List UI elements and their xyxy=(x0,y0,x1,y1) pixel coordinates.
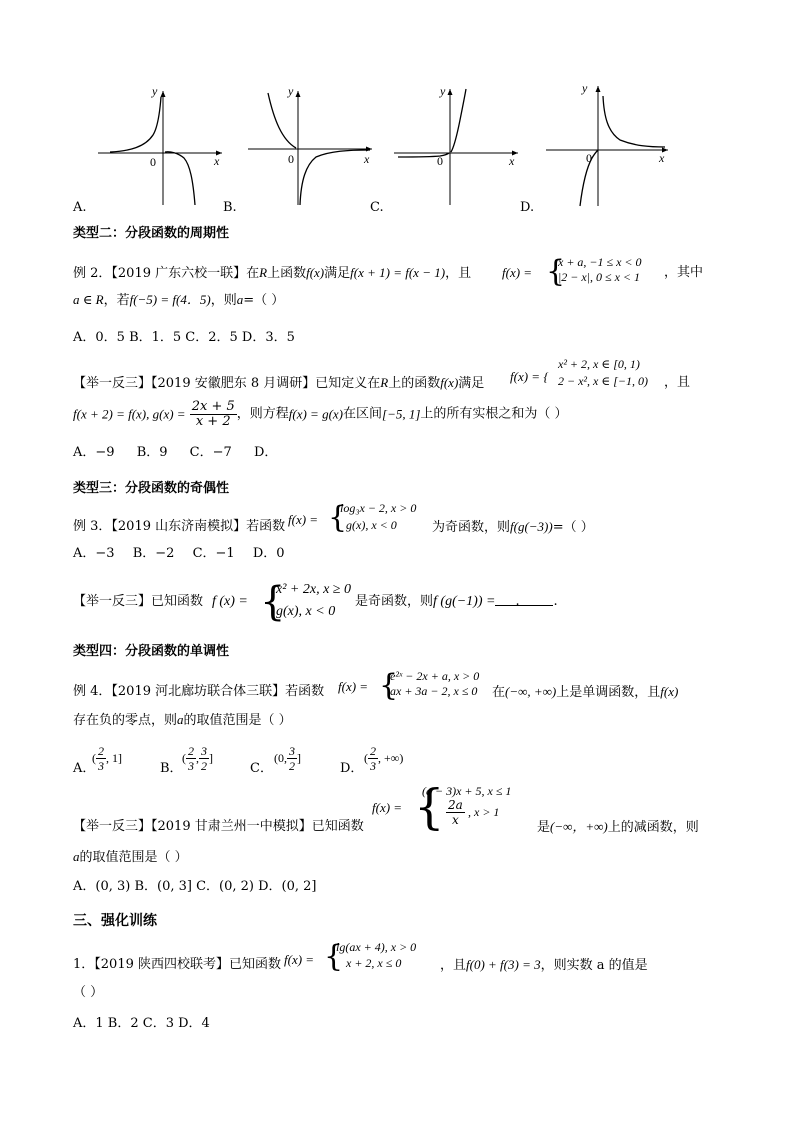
followup4-line2 xyxy=(73,848,188,867)
math: f(g(−3)) xyxy=(510,519,553,534)
text: 上的函数 xyxy=(388,376,441,391)
bracket: ] xyxy=(209,751,213,765)
example3-tail xyxy=(432,518,594,537)
y-axis-arrow xyxy=(161,91,166,97)
example3-source: 例 3．【2019 山东济南模拟】若函数 xyxy=(73,519,286,534)
curve-right-branch xyxy=(603,96,665,147)
option-b-value xyxy=(182,744,213,773)
paren: ( xyxy=(364,751,368,765)
math-fdef: f(x) = xyxy=(338,679,369,694)
fraction-g xyxy=(190,400,237,429)
case-1: e²ˣ − 2x + a, x > 0 xyxy=(390,669,480,683)
example4-line2 xyxy=(73,711,292,730)
graph-b xyxy=(240,85,380,210)
text: 上函数 xyxy=(267,266,307,281)
paren: ( xyxy=(182,751,186,765)
option-b: B．9 xyxy=(136,445,168,460)
option-a: A．−3 xyxy=(73,546,115,561)
text: 的取值范围是（ ） xyxy=(183,713,292,728)
text: 在 xyxy=(492,685,506,700)
case-2-fraction xyxy=(446,798,465,827)
q1-options: A．1 B．2 C．3 D．4 xyxy=(73,1016,210,1031)
y-axis-arrow xyxy=(596,86,601,92)
q1-answer-paren: （ ） xyxy=(73,985,104,1000)
option-c-value xyxy=(274,744,301,773)
brace-icon: { xyxy=(328,500,348,535)
case-2: 2 − x², x ∈ [−1, 0) xyxy=(558,374,648,388)
origin-label: 0 xyxy=(437,154,443,168)
math-fx: f(x) xyxy=(306,265,325,280)
option-c-label: C. xyxy=(370,200,384,215)
comma: , xyxy=(196,751,199,765)
numerator: 3 xyxy=(289,744,295,758)
brace-icon: { xyxy=(546,254,566,289)
math-R: R xyxy=(259,265,268,280)
followup2-options xyxy=(73,444,277,462)
case-2: g(x), x < 0 xyxy=(346,518,397,532)
origin-label: 0 xyxy=(150,155,156,169)
followup4-source: 【举一反三】【2019 甘肃兰州一中模拟】已知函数 xyxy=(73,819,364,834)
math-fdef: f(x) = { xyxy=(510,369,549,384)
math: (−∞，+∞) xyxy=(550,819,608,834)
option-d-value xyxy=(364,744,403,773)
case-1: x² + 2x, x ≥ 0 xyxy=(276,582,351,597)
numerator: 2 xyxy=(370,744,376,758)
y-axis-arrow xyxy=(296,91,301,97)
y-label: y xyxy=(582,82,588,95)
brace-icon: { xyxy=(324,939,344,974)
brace-icon: { xyxy=(260,579,286,625)
text: (0, xyxy=(274,751,287,765)
brace-icon: { xyxy=(414,779,445,835)
text: ，则方程 xyxy=(236,406,289,422)
option-c-label: C． xyxy=(250,761,273,776)
option-d-label: D. xyxy=(520,200,535,215)
case-2: g(x), x < 0 xyxy=(276,604,336,619)
text: ，且 xyxy=(445,266,472,281)
math: (−∞, +∞) xyxy=(505,684,557,699)
math: a xyxy=(177,712,184,727)
text: 上是单调函数，且 xyxy=(556,685,661,700)
option-b-label: B． xyxy=(160,761,183,776)
case-2: ax + 3a − 2, x ≤ 0 xyxy=(390,684,478,698)
graph-d xyxy=(540,82,680,210)
text: 满足 xyxy=(458,376,485,391)
y-label: y xyxy=(152,85,158,98)
option-d: D．0 xyxy=(252,546,285,561)
example2-line2 xyxy=(73,291,284,310)
case-2-cond: , x > 1 xyxy=(468,805,500,819)
numerator: 2 xyxy=(98,744,104,758)
text: , 1] xyxy=(106,751,122,765)
math: f (g(−1)) = xyxy=(433,594,496,609)
math: f(−5) = f(4．5) xyxy=(129,292,211,307)
text: 的取值范围是（ ） xyxy=(79,850,188,865)
example2-line1 xyxy=(73,264,471,283)
math: [−5, 1] xyxy=(382,406,421,422)
fraction xyxy=(287,744,297,773)
option-a-label: A. xyxy=(73,200,87,215)
case-2: x + 2, x ≤ 0 xyxy=(346,956,402,970)
math-fdef: f(x) = xyxy=(372,800,403,815)
y-label: y xyxy=(288,85,294,98)
math-condition: f(x + 1) = f(x − 1) xyxy=(350,265,446,280)
math: f(x) xyxy=(660,684,679,699)
q1-source: 1．【2019 陕西四校联考】已知函数 xyxy=(73,957,281,972)
q1-tail xyxy=(440,956,648,975)
case-1: log₃x − 2, x > 0 xyxy=(340,501,417,515)
curve-right-branch xyxy=(165,152,195,205)
math: f(x + 2) = f(x), g(x) = xyxy=(73,406,186,422)
example2-source: 例 2．【2019 广东六校一联】在 xyxy=(73,266,260,281)
curve-left-branch xyxy=(110,97,161,152)
option-a: A．−9 xyxy=(73,445,115,460)
denominator: 2 xyxy=(289,759,295,773)
followup3-tail xyxy=(355,593,558,611)
option-a-label: A． xyxy=(73,761,96,776)
numerator: 2x + 5 xyxy=(191,399,235,414)
followup4-tail xyxy=(537,818,699,837)
math-fdef: f (x) = xyxy=(212,594,248,609)
math: a xyxy=(236,292,244,307)
option-c: C．−1 xyxy=(192,546,235,561)
x-label: x xyxy=(659,151,665,165)
graph-a xyxy=(90,85,230,210)
text: ，其中 xyxy=(664,265,704,280)
math-R: R xyxy=(380,375,389,390)
x-label: x xyxy=(364,152,370,166)
denominator: 2 xyxy=(201,759,207,773)
section-heading-type3: 类型三：分段函数的奇偶性 xyxy=(73,481,230,496)
text: 满足 xyxy=(324,266,351,281)
numerator: 3 xyxy=(201,744,207,758)
math-fdef: f(x) = xyxy=(288,512,319,527)
section-heading-type2: 类型二：分段函数的周期性 xyxy=(73,226,230,241)
section-heading-type4: 类型四：分段函数的单调性 xyxy=(73,644,230,659)
math-fdef: f(x) = xyxy=(284,952,315,967)
numerator: 2 xyxy=(188,744,194,758)
denominator: 3 xyxy=(188,759,194,773)
graph-c xyxy=(390,85,530,210)
followup2-source: 【举一反三】【2019 安徽肥东 8 月调研】已知定义在 xyxy=(73,376,381,391)
followup2-line1 xyxy=(73,374,484,393)
origin-label: 0 xyxy=(288,152,294,166)
case-1: lg(ax + 4), x > 0 xyxy=(336,940,417,954)
text: ，若 xyxy=(103,293,130,308)
math: f(0) + f(3) = 3 xyxy=(466,957,541,972)
denominator: x + 2 xyxy=(195,414,231,429)
fraction xyxy=(199,744,209,773)
section-heading-training: 三、强化训练 xyxy=(73,913,157,929)
math-fx: f(x) xyxy=(440,375,459,390)
option-c: C．−7 xyxy=(189,445,232,460)
answer-blank[interactable] xyxy=(495,593,553,609)
numerator: 2a xyxy=(448,798,463,812)
followup4-options: A．(0, 3) B．(0, 3] C．(0, 2) D．(0, 2] xyxy=(73,879,317,894)
denominator: 3 xyxy=(370,759,376,773)
fraction xyxy=(96,744,106,773)
text: ，且 xyxy=(664,375,691,390)
origin-label: 0 xyxy=(586,151,592,165)
option-b: B．−2 xyxy=(132,546,175,561)
curve-right-branch xyxy=(300,150,370,205)
denominator: x xyxy=(452,813,459,827)
fraction xyxy=(368,744,378,773)
brace-icon: { xyxy=(379,668,399,703)
case-1: x + a, −1 ≤ x < 0 xyxy=(558,255,642,269)
text: . xyxy=(553,594,558,609)
text: =（ ） xyxy=(243,293,285,308)
text: 上的减函数，则 xyxy=(607,820,699,835)
text: 在区间 xyxy=(343,406,383,422)
x-label: x xyxy=(509,154,515,168)
blank-mark: . xyxy=(515,594,520,609)
example4-tail xyxy=(492,683,678,702)
case-2: |2 − x|, 0 ≤ x < 1 xyxy=(558,270,641,284)
math: f(x) = g(x) xyxy=(288,406,344,422)
fraction xyxy=(186,744,196,773)
bracket: ] xyxy=(297,751,301,765)
case-1: (a − 3)x + 5, x ≤ 1 xyxy=(422,784,512,798)
paren: ( xyxy=(92,751,96,765)
text: 上的所有实根之和为（ ） xyxy=(420,406,568,422)
math: a ∈ R xyxy=(73,292,104,307)
text: 存在负的零点，则 xyxy=(73,713,178,728)
y-label: y xyxy=(440,85,446,98)
math: a xyxy=(73,849,80,864)
text: 是奇函数，则 xyxy=(355,594,434,609)
text: ，则实数 a 的值是 xyxy=(540,958,648,973)
option-b-label: B. xyxy=(223,200,237,215)
text: 为奇函数，则 xyxy=(432,520,511,535)
math-fdef: f(x) = xyxy=(502,265,533,280)
case-1: x² + 2, x ∈ [0, 1) xyxy=(558,357,640,371)
example2-options: A．0．5 B．1．5 C．2．5 D．3．5 xyxy=(73,330,295,345)
text: =（ ） xyxy=(552,520,594,535)
example4-source: 例 4．【2019 河北廊坊联合体三联】若函数 xyxy=(73,684,325,699)
option-d: D． xyxy=(253,445,278,460)
curve-right-branch xyxy=(451,89,466,152)
text: , +∞) xyxy=(378,751,404,765)
curve-left-branch xyxy=(268,93,296,148)
followup2-line2 xyxy=(73,400,568,436)
denominator: 3 xyxy=(98,759,104,773)
x-axis-arrow xyxy=(366,147,372,152)
text: ，且 xyxy=(440,958,467,973)
option-a-value xyxy=(92,744,122,773)
example3-options xyxy=(73,545,285,563)
x-label: x xyxy=(214,154,220,168)
text: 是 xyxy=(537,820,551,835)
option-d-label: D． xyxy=(340,761,364,776)
text: ，则 xyxy=(210,293,237,308)
followup3-source: 【举一反三】已知函数 xyxy=(73,594,204,609)
y-axis-arrow xyxy=(448,89,453,95)
